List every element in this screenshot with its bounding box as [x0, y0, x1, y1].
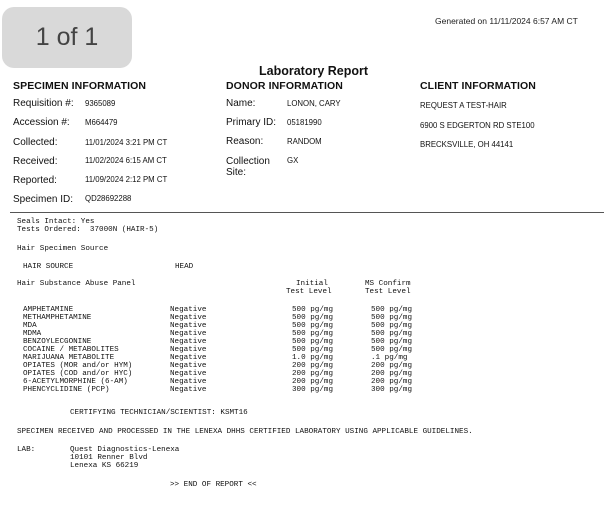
- collection-site-label-line1: Collection: [226, 156, 270, 167]
- hair-source-label: HAIR SOURCE: [23, 263, 74, 271]
- result-substance: MDA: [23, 322, 37, 330]
- collected-value: 11/01/2024 3:21 PM CT: [85, 138, 168, 147]
- donor-name-label: Name:: [226, 98, 256, 109]
- result-confirm-level: 500 pg/mg: [371, 330, 413, 338]
- result-outcome: Negative: [170, 354, 207, 362]
- result-initial-level: 300 pg/mg: [292, 386, 334, 394]
- client-line1: REQUEST A TEST-HAIR: [420, 101, 507, 110]
- primary-id-label: Primary ID:: [226, 117, 276, 128]
- result-substance: AMPHETAMINE: [23, 306, 74, 314]
- collected-label: Collected:: [13, 137, 58, 148]
- lab-address-line1: 10101 Renner Blvd: [70, 454, 148, 462]
- result-substance: OPIATES (COD and/or HYC): [23, 370, 133, 378]
- reported-value: 11/09/2024 2:12 PM CT: [85, 175, 168, 184]
- accession-value: M664479: [85, 118, 118, 127]
- result-substance: MDMA: [23, 330, 42, 338]
- initial-header-line1: Initial: [296, 280, 328, 288]
- result-initial-level: 200 pg/mg: [292, 378, 334, 386]
- result-initial-level: 1.0 pg/mg: [292, 354, 334, 362]
- lab-statement: SPECIMEN RECEIVED AND PROCESSED IN THE LENEXA DHHS CERTIFIED LABORATORY USING APPLICABLE GUIDELINES.: [17, 428, 473, 436]
- table-row: [0, 386, 607, 394]
- result-outcome: Negative: [170, 338, 207, 346]
- result-substance: OPIATES (MOR and/or HYM): [23, 362, 133, 370]
- client-line2: 6900 S EDGERTON RD STE100: [420, 121, 535, 130]
- seals-intact: Seals Intact: Yes: [17, 218, 95, 226]
- result-confirm-level: 200 pg/mg: [371, 370, 413, 378]
- received-value: 11/02/2024 6:15 AM CT: [85, 156, 167, 165]
- table-row: [0, 330, 607, 338]
- result-substance: MARIJUANA METABOLITE: [23, 354, 115, 362]
- result-outcome: Negative: [170, 370, 207, 378]
- result-outcome: Negative: [170, 378, 207, 386]
- table-row: [0, 378, 607, 386]
- result-outcome: Negative: [170, 306, 207, 314]
- donor-heading: DONOR INFORMATION: [226, 80, 343, 92]
- specimen-id-label: Specimen ID:: [13, 194, 74, 205]
- result-confirm-level: 500 pg/mg: [371, 306, 413, 314]
- reason-label: Reason:: [226, 136, 264, 147]
- primary-id-value: 05181990: [287, 118, 322, 127]
- result-outcome: Negative: [170, 314, 207, 322]
- table-row: [0, 322, 607, 330]
- panel-title: Hair Substance Abuse Panel: [17, 280, 136, 288]
- donor-name-value: LONON, CARY: [287, 99, 341, 108]
- result-initial-level: 500 pg/mg: [292, 322, 334, 330]
- collection-site-value: GX: [287, 156, 299, 165]
- result-substance: PHENCYCLIDINE (PCP): [23, 386, 110, 394]
- result-confirm-level: 500 pg/mg: [371, 322, 413, 330]
- reported-label: Reported:: [13, 175, 57, 186]
- confirm-header-line2: Test Level: [365, 288, 411, 296]
- result-confirm-level: .1 pg/mg: [371, 354, 408, 362]
- received-label: Received:: [13, 156, 58, 167]
- result-initial-level: 200 pg/mg: [292, 362, 334, 370]
- result-substance: METHAMPHETAMINE: [23, 314, 92, 322]
- result-confirm-level: 500 pg/mg: [371, 314, 413, 322]
- client-heading: CLIENT INFORMATION: [420, 80, 536, 92]
- result-substance: COCAINE / METABOLITES: [23, 346, 119, 354]
- tests-ordered: Tests Ordered: 37000N (HAIR-5): [17, 226, 159, 234]
- client-line3: BRECKSVILLE, OH 44141: [420, 140, 514, 149]
- results-table: [0, 306, 607, 398]
- requisition-value: 9365089: [85, 99, 116, 108]
- result-outcome: Negative: [170, 362, 207, 370]
- accession-label: Accession #:: [13, 117, 70, 128]
- result-initial-level: 500 pg/mg: [292, 314, 334, 322]
- table-row: [0, 314, 607, 322]
- end-of-report: >> END OF REPORT <<: [170, 481, 257, 489]
- result-outcome: Negative: [170, 322, 207, 330]
- result-confirm-level: 500 pg/mg: [371, 338, 413, 346]
- hair-source-title: Hair Specimen Source: [17, 245, 109, 253]
- result-outcome: Negative: [170, 346, 207, 354]
- initial-header-line2: Test Level: [286, 288, 332, 296]
- result-initial-level: 200 pg/mg: [292, 370, 334, 378]
- lab-name: Quest Diagnostics-Lenexa: [70, 446, 180, 454]
- result-outcome: Negative: [170, 386, 207, 394]
- table-row: [0, 362, 607, 370]
- certifying-technician: CERTIFYING TECHNICIAN/SCIENTIST: KSMT16: [70, 409, 248, 417]
- result-substance: BENZOYLECGONINE: [23, 338, 92, 346]
- specimen-id-value: QD28692288: [85, 194, 132, 203]
- result-initial-level: 500 pg/mg: [292, 306, 334, 314]
- table-row: [0, 346, 607, 354]
- hair-source-value: HEAD: [175, 263, 194, 271]
- result-confirm-level: 200 pg/mg: [371, 378, 413, 386]
- table-row: [0, 370, 607, 378]
- lab-address-line2: Lenexa KS 66219: [70, 462, 139, 470]
- table-row: [0, 306, 607, 314]
- collection-site-label-line2: Site:: [226, 167, 247, 178]
- result-confirm-level: 500 pg/mg: [371, 346, 413, 354]
- table-row: [0, 338, 607, 346]
- specimen-heading: SPECIMEN INFORMATION: [13, 80, 147, 92]
- result-initial-level: 500 pg/mg: [292, 346, 334, 354]
- result-confirm-level: 200 pg/mg: [371, 362, 413, 370]
- requisition-label: Requisition #:: [13, 98, 74, 109]
- result-confirm-level: 300 pg/mg: [371, 386, 413, 394]
- result-initial-level: 500 pg/mg: [292, 338, 334, 346]
- result-initial-level: 500 pg/mg: [292, 330, 334, 338]
- section-divider: [10, 212, 604, 213]
- table-row: [0, 354, 607, 362]
- result-substance: 6-ACETYLMORPHINE (6-AM): [23, 378, 128, 386]
- page-indicator: 1 of 1: [2, 7, 132, 68]
- reason-value: RANDOM: [287, 137, 322, 146]
- confirm-header-line1: MS Confirm: [365, 280, 411, 288]
- result-outcome: Negative: [170, 330, 207, 338]
- report-title: Laboratory Report: [259, 64, 369, 78]
- lab-label: LAB:: [17, 446, 36, 454]
- generated-timestamp: Generated on 11/11/2024 6:57 AM CT: [435, 16, 578, 26]
